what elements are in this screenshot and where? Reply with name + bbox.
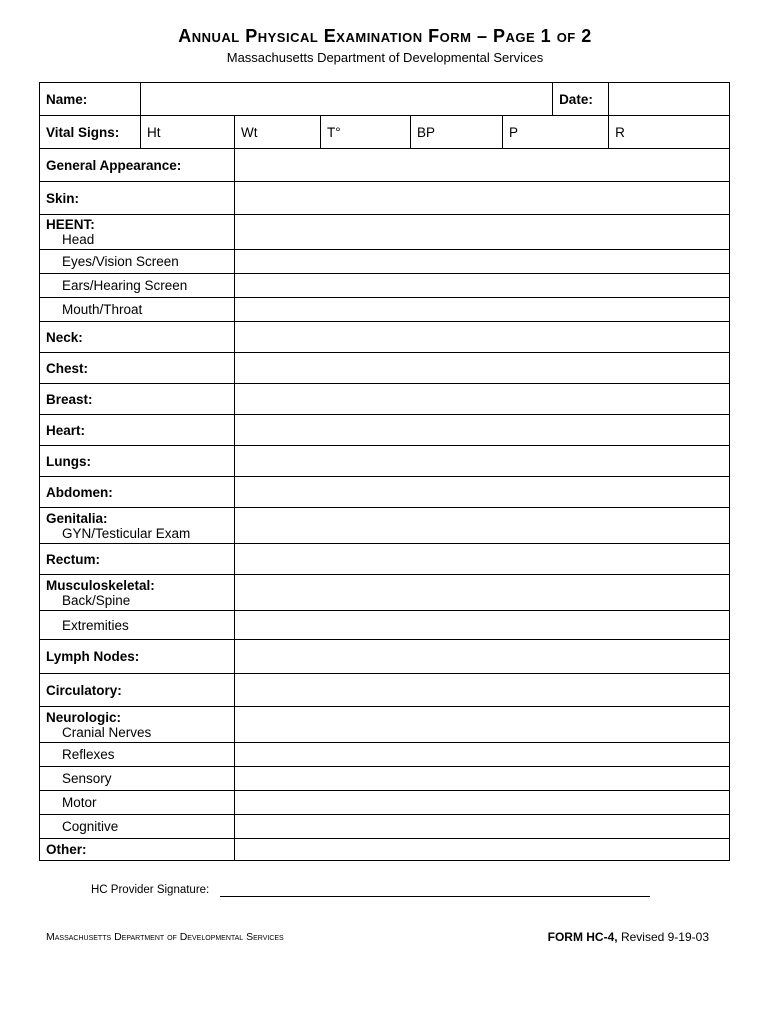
mouth-throat-label: Mouth/Throat: [40, 298, 235, 322]
cognitive-field[interactable]: [235, 815, 730, 839]
head-label: Head: [62, 232, 95, 247]
back-spine-field[interactable]: [235, 575, 730, 611]
exam-form-table: [39, 82, 730, 861]
ears-hearing-field[interactable]: [235, 274, 730, 298]
respiration-field[interactable]: R: [609, 116, 730, 149]
neurologic-title: Neurologic:: [46, 709, 122, 725]
rectum-field[interactable]: [235, 544, 730, 575]
eyes-vision-label: Eyes/Vision Screen: [40, 250, 235, 274]
musculoskeletal-title: Musculoskeletal:: [46, 577, 155, 593]
signature-line[interactable]: [220, 896, 650, 897]
reflexes-field[interactable]: [235, 743, 730, 767]
ears-hearing-label: Ears/Hearing Screen: [40, 274, 235, 298]
form-title: Annual Physical Examination Form – Page 1 of 2: [178, 26, 592, 46]
neurologic-label: [40, 707, 235, 743]
motor-field[interactable]: [235, 791, 730, 815]
neck-label: Neck:: [40, 322, 235, 353]
height-field[interactable]: Ht: [141, 116, 235, 149]
extremities-label: Extremities: [40, 611, 235, 640]
musculoskeletal-label: [40, 575, 235, 611]
general-appearance-label: General Appearance:: [40, 149, 235, 182]
name-field[interactable]: [141, 83, 553, 116]
genitalia-field[interactable]: [235, 508, 730, 544]
vital-signs-label: Vital Signs:: [40, 116, 141, 149]
lymph-nodes-field[interactable]: [235, 640, 730, 674]
head-field[interactable]: [235, 215, 730, 250]
other-label: Other:: [40, 839, 235, 861]
abdomen-label: Abdomen:: [40, 477, 235, 508]
cranial-nerves-field[interactable]: [235, 707, 730, 743]
date-field[interactable]: [609, 83, 730, 116]
pulse-field[interactable]: P: [503, 116, 609, 149]
genitalia-label: [40, 508, 235, 544]
general-appearance-field[interactable]: [235, 149, 730, 182]
breast-field[interactable]: [235, 384, 730, 415]
heent-title: HEENT:: [46, 217, 95, 232]
weight-field[interactable]: Wt: [235, 116, 321, 149]
rectum-label: Rectum:: [40, 544, 235, 575]
breast-label: Breast:: [40, 384, 235, 415]
skin-label: Skin:: [40, 182, 235, 215]
lungs-field[interactable]: [235, 446, 730, 477]
signature-label: HC Provider Signature:: [91, 884, 210, 896]
heart-label: Heart:: [40, 415, 235, 446]
sensory-field[interactable]: [235, 767, 730, 791]
sensory-label: Sensory: [40, 767, 235, 791]
mouth-throat-field[interactable]: [235, 298, 730, 322]
cognitive-label: Cognitive: [40, 815, 235, 839]
genitalia-title: Genitalia:: [46, 510, 108, 526]
form-subtitle: Massachusetts Department of Developmental Services: [226, 50, 544, 65]
other-field[interactable]: [235, 839, 730, 861]
circulatory-label: Circulatory:: [40, 674, 235, 707]
eyes-vision-field[interactable]: [235, 250, 730, 274]
circulatory-field[interactable]: [235, 674, 730, 707]
cranial-nerves-label: Cranial Nerves: [62, 724, 152, 740]
motor-label: Motor: [40, 791, 235, 815]
footer-form-info: [548, 930, 709, 944]
skin-field[interactable]: [235, 182, 730, 215]
footer-department: Massachusetts Department of Developmental Services: [46, 931, 284, 943]
name-label: Name:: [40, 83, 141, 116]
lungs-label: Lungs:: [40, 446, 235, 477]
blood-pressure-field[interactable]: BP: [411, 116, 503, 149]
chest-label: Chest:: [40, 353, 235, 384]
revision-date: Revised 9-19-03: [617, 930, 709, 944]
temperature-field[interactable]: T°: [321, 116, 411, 149]
gyn-testicular-label: GYN/Testicular Exam: [62, 525, 191, 541]
date-label: Date:: [553, 83, 609, 116]
abdomen-field[interactable]: [235, 477, 730, 508]
back-spine-label: Back/Spine: [62, 592, 131, 608]
form-id: FORM HC-4,: [547, 930, 618, 944]
heent-label: [40, 215, 235, 250]
chest-field[interactable]: [235, 353, 730, 384]
lymph-nodes-label: Lymph Nodes:: [40, 640, 235, 674]
neck-field[interactable]: [235, 322, 730, 353]
extremities-field[interactable]: [235, 611, 730, 640]
reflexes-label: Reflexes: [40, 743, 235, 767]
heart-field[interactable]: [235, 415, 730, 446]
